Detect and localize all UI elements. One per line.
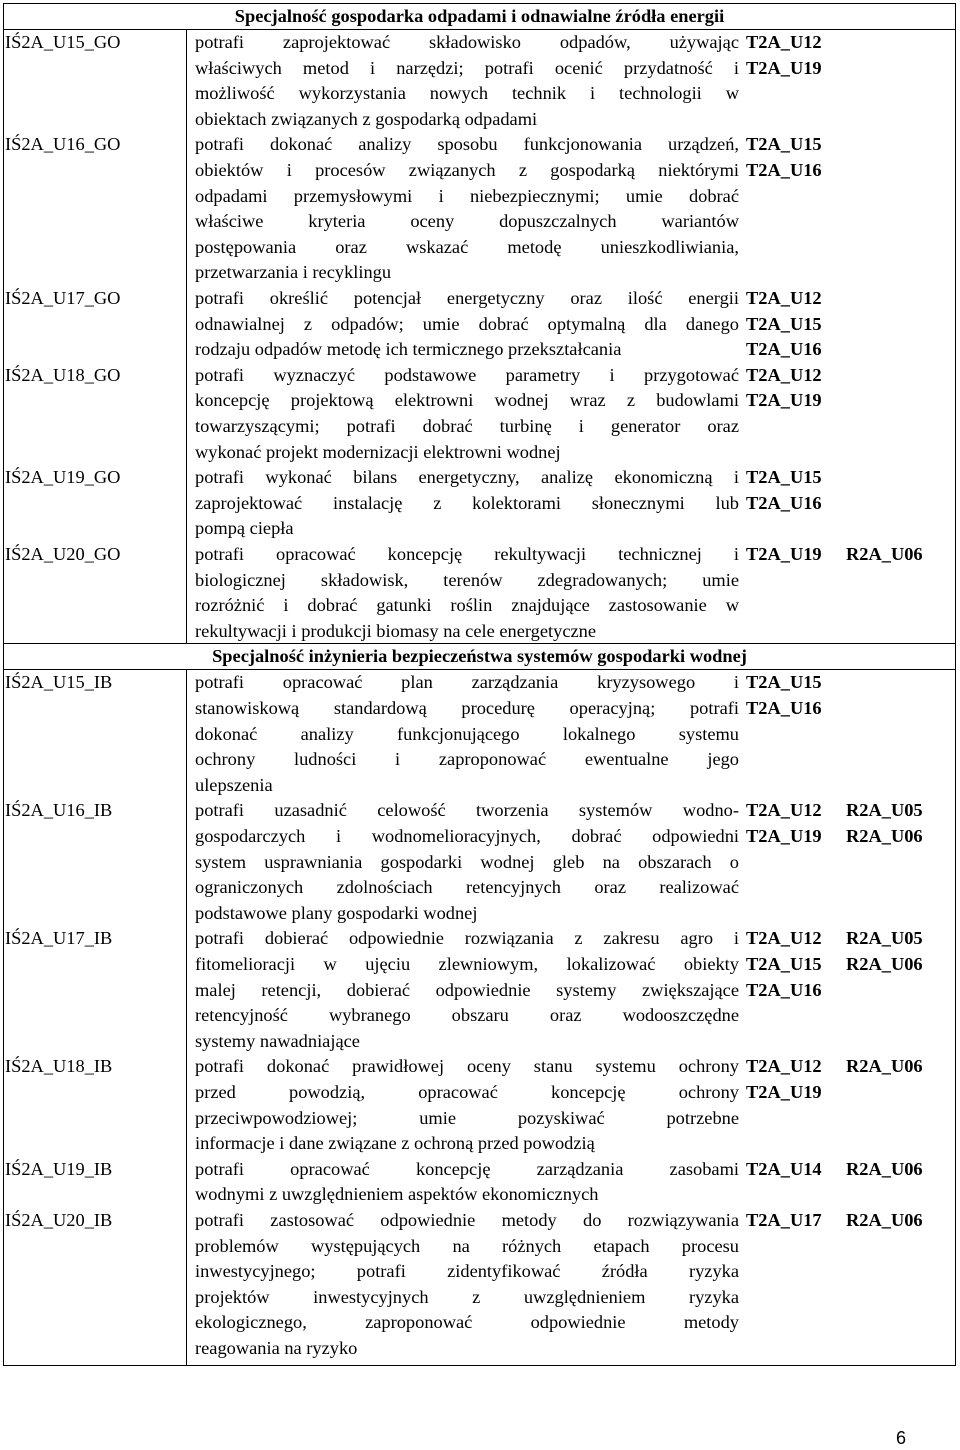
description-line: możliwość wykorzystania nowych technik i technologii w — [195, 83, 739, 104]
outcome-description — [195, 670, 739, 798]
description-line: potrafi uzasadnić celowość tworzenia systemów wodno- — [195, 800, 739, 821]
description-line: podstawowe plany gospodarki wodnej — [195, 902, 478, 923]
description-line: wykonać projekt modernizacji elektrowni wodnej — [195, 441, 561, 462]
outcome-description — [195, 1054, 739, 1156]
reference-code: R2A_U06 — [846, 1210, 923, 1230]
reference-t2a — [746, 1208, 844, 1234]
description-line: inwestycyjnego; potrafi zidentyfikować źródła ryzyka — [195, 1261, 739, 1282]
outcome-description — [195, 926, 739, 1054]
table-border — [3, 1365, 956, 1366]
description-line: zaprojektować instalację z kolektorami słonecznymi lub — [195, 492, 739, 513]
outcome-description — [195, 363, 739, 465]
reference-r2a — [846, 798, 946, 849]
description-line: informacje i dane związane z ochroną przed powodzią — [195, 1133, 595, 1154]
reference-code: T2A_U19 — [746, 1081, 822, 1102]
reference-t2a — [746, 798, 844, 849]
outcome-code: IŚ2A_U15_GO — [5, 32, 121, 52]
reference-code: T2A_U12 — [746, 32, 822, 52]
description-line: stanowiskową standardową procedurę operacyjną; potrafi — [195, 697, 739, 718]
reference-code: R2A_U05 — [846, 800, 923, 821]
reference-t2a — [746, 542, 844, 568]
section-title: Specjalność inżynieria bezpieczeństwa systemów gospodarki wodnej — [212, 646, 747, 667]
reference-code: R2A_U05 — [846, 928, 923, 949]
description-line: gospodarczych i wodnomelioracyjnych, dobrać odpowiedni — [195, 825, 739, 846]
reference-code: T2A_U17 — [746, 1210, 822, 1230]
description-line: problemów występujących na różnych etapach procesu — [195, 1235, 739, 1256]
outcome-description — [195, 1208, 739, 1362]
description-line: potrafi dobierać odpowiednie rozwiązania z zakresu agro i — [195, 928, 739, 949]
description-line: koncepcję projektową elektrowni wodnej wraz z budowlami — [195, 390, 739, 411]
reference-t2a — [746, 286, 844, 363]
reference-r2a — [846, 1208, 946, 1234]
reference-code: T2A_U12 — [746, 288, 822, 308]
reference-code: T2A_U16 — [746, 492, 822, 513]
reference-code: T2A_U12 — [746, 1056, 822, 1077]
table-border — [955, 3, 956, 1366]
description-line: potrafi zaprojektować składowisko odpadów, używając — [195, 32, 739, 52]
description-line: potrafi zastosować odpowiednie metody do rozwiązywania — [195, 1210, 739, 1230]
reference-code: T2A_U19 — [746, 544, 822, 564]
description-line: ograniczonych zdolnościach retencyjnych oraz realizować — [195, 877, 739, 898]
reference-code: T2A_U15 — [746, 953, 822, 974]
reference-code: R2A_U06 — [846, 1056, 923, 1077]
section-title: Specjalność gospodarka odpadami i odnawialne źródła energii — [234, 6, 725, 26]
description-line: towarzyszącymi; potrafi dobrać turbinę i generator oraz — [195, 415, 739, 436]
description-line: dokonać analizy funkcjonującego lokalnego systemu — [195, 723, 739, 744]
reference-code: T2A_U16 — [746, 979, 822, 1000]
outcome-description — [195, 132, 739, 286]
reference-code: R2A_U06 — [846, 953, 923, 974]
reference-code: T2A_U15 — [746, 134, 822, 155]
outcome-code: IŚ2A_U20_GO — [5, 544, 121, 564]
reference-r2a — [846, 926, 946, 977]
reference-code: T2A_U15 — [746, 467, 822, 488]
reference-code: T2A_U14 — [746, 1158, 822, 1179]
description-line: reagowania na ryzyko — [195, 1337, 358, 1358]
reference-t2a — [746, 363, 844, 414]
reference-code: T2A_U16 — [746, 159, 822, 180]
outcome-description — [195, 542, 739, 644]
description-line: wodnymi z uwzględnieniem aspektów ekonomicznych — [195, 1184, 599, 1205]
reference-code: T2A_U19 — [746, 825, 822, 846]
description-line: system usprawniania gospodarki wodnej gleb na obszarach o — [195, 851, 739, 872]
reference-t2a — [746, 132, 844, 183]
outcome-code: IŚ2A_U16_GO — [5, 134, 121, 155]
outcome-code: IŚ2A_U18_GO — [5, 364, 121, 385]
reference-r2a — [846, 542, 946, 568]
description-line: ulepszenia — [195, 774, 273, 795]
description-line: retencyjność wybranego obszaru oraz wodooszczędne — [195, 1005, 739, 1026]
page-number: 6 — [896, 1428, 907, 1448]
reference-t2a — [746, 670, 844, 721]
description-line: ochrony ludności i zaproponować ewentualne jego — [195, 749, 739, 770]
description-line: potrafi opracować plan zarządzania kryzysowego i — [195, 672, 739, 693]
description-line: właściwe kryteria oceny dopuszczalnych wariantów — [195, 211, 739, 232]
outcome-code: IŚ2A_U16_IB — [5, 800, 113, 821]
reference-code: T2A_U16 — [746, 697, 822, 718]
reference-code: R2A_U06 — [846, 825, 923, 846]
reference-t2a — [746, 30, 844, 81]
outcome-code: IŚ2A_U20_IB — [5, 1210, 113, 1230]
reference-t2a — [746, 465, 844, 516]
reference-code: T2A_U12 — [746, 928, 822, 949]
reference-code: T2A_U12 — [746, 800, 822, 821]
description-line: właściwych metod i narzędzi; potrafi ocenić przydatność i — [195, 57, 739, 78]
description-line: ekologicznego, zaproponować odpowiednie metody — [195, 1312, 739, 1333]
description-line: przeciwpowodziowej; umie pozyskiwać potrzebne — [195, 1107, 739, 1128]
outcome-description — [195, 465, 739, 542]
reference-t2a — [746, 926, 844, 1003]
description-line: przetwarzania i recyklingu — [195, 262, 392, 283]
description-line: obiektach związanych z gospodarką odpadami — [195, 108, 538, 129]
reference-code: T2A_U19 — [746, 390, 822, 411]
reference-r2a — [846, 1054, 946, 1080]
description-line: fitomelioracji w ujęciu zlewniowym, lokalizować obiekty — [195, 953, 739, 974]
description-line: potrafi opracować koncepcję rekultywacji technicznej i — [195, 544, 739, 564]
description-line: rekultywacji i produkcji biomasy na cele energetyczne — [195, 620, 597, 641]
outcome-code: IŚ2A_U19_IB — [5, 1158, 113, 1179]
reference-r2a — [846, 1157, 946, 1183]
description-line: malej retencji, dobierać odpowiednie systemy zwiększające — [195, 979, 739, 1000]
outcome-description — [195, 286, 739, 363]
description-line: odpadami przemysłowymi i niebezpiecznymi; umie dobrać — [195, 185, 739, 206]
description-line: obiektów i procesów związanych z gospodarką niektórymi — [195, 159, 739, 180]
description-line: potrafi określić potencjał energetyczny oraz ilość energii — [195, 288, 739, 308]
description-line: przed powodzią, opracować koncepcję ochrony — [195, 1081, 739, 1102]
outcome-code: IŚ2A_U17_IB — [5, 928, 113, 949]
outcome-code: IŚ2A_U15_IB — [5, 672, 113, 693]
reference-t2a — [746, 1157, 844, 1183]
description-line: potrafi wykonać bilans energetyczny, analizę ekonomiczną i — [195, 467, 739, 488]
description-line: odnawialnej z odpadów; umie dobrać optymalną dla danego — [195, 313, 739, 334]
description-line: potrafi opracować koncepcję zarządzania zasobami — [195, 1158, 739, 1179]
description-line: potrafi wyznaczyć podstawowe parametry i przygotować — [195, 364, 739, 385]
description-line: potrafi dokonać prawidłowej oceny stanu systemu ochrony — [195, 1056, 739, 1077]
reference-code: T2A_U12 — [746, 364, 822, 385]
table-border — [186, 29, 187, 643]
description-line: biologicznej składowisk, terenów zdegradowanych; umie — [195, 569, 739, 590]
description-line: rodzaju odpadów metodę ich termicznego przekształcania — [195, 339, 622, 360]
reference-code: T2A_U15 — [746, 672, 822, 693]
reference-code: T2A_U15 — [746, 313, 822, 334]
reference-t2a — [746, 1054, 844, 1105]
description-line: postępowania oraz wskazać metodę unieszkodliwiania, — [195, 236, 739, 257]
outcome-description — [195, 30, 739, 132]
table-border — [186, 669, 187, 1364]
outcome-description — [195, 798, 739, 926]
reference-code: T2A_U19 — [746, 57, 822, 78]
reference-code: R2A_U06 — [846, 1158, 923, 1179]
reference-code: T2A_U16 — [746, 339, 822, 360]
description-line: pompą ciepła — [195, 518, 294, 539]
table-border — [3, 3, 4, 1366]
outcome-description — [195, 1157, 739, 1208]
outcome-code: IŚ2A_U19_GO — [5, 467, 121, 488]
reference-code: R2A_U06 — [846, 544, 923, 564]
outcome-code: IŚ2A_U17_GO — [5, 288, 121, 308]
outcome-code: IŚ2A_U18_IB — [5, 1056, 113, 1077]
description-line: systemy nawadniające — [195, 1030, 360, 1051]
description-line: potrafi dokonać analizy sposobu funkcjonowania urządzeń, — [195, 134, 739, 155]
description-line: rozróżnić i dobrać gatunki roślin znajdujące zastosowanie w — [195, 595, 739, 616]
description-line: projektów inwestycyjnych z uwzględnieniem ryzyka — [195, 1286, 739, 1307]
